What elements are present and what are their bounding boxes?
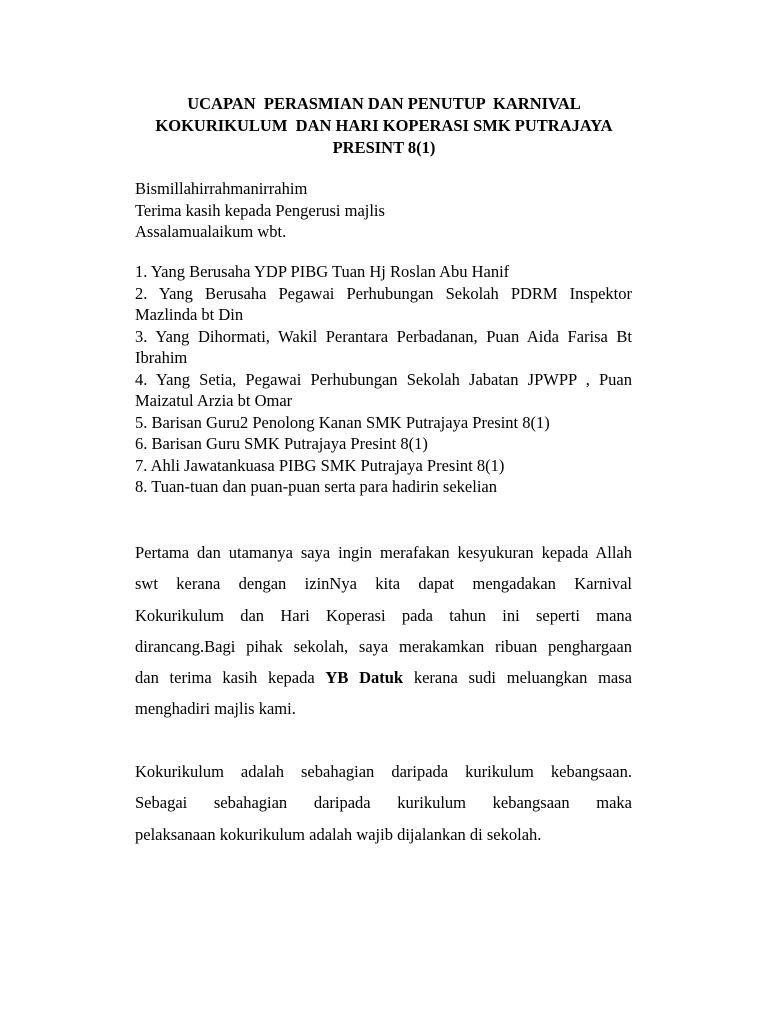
salutation-item: 7. Ahli Jawatankuasa PIBG SMK Putrajaya Presint 8(1) [135, 455, 505, 475]
salutation-item: 1. Yang Berusaha YDP PIBG Tuan Hj Roslan Abu Hanif [135, 262, 510, 281]
title-line-1: UCAPAN PERASMIAN DAN PENUTUP KARNIVAL [187, 94, 581, 113]
salutation-item: 3. Yang Dihormati, Wakil Perantara Perbadanan, Puan Aida Farisa Bt Ibrahim [135, 326, 632, 367]
paragraph-line: menghadiri majlis kami. [135, 699, 296, 719]
salutation-item: 6. Barisan Guru SMK Putrajaya Presint 8(1) [135, 434, 428, 453]
salutation-list [135, 261, 632, 498]
greeting-line: Assalamualaikum wbt. [135, 222, 287, 241]
title-line-3: PRESINT 8(1) [332, 138, 436, 157]
paragraph-line [135, 662, 632, 693]
paragraph-line: Kokurikulum adalah sebahagian daripada kurikulum kebangsaan. [135, 762, 632, 781]
paragraph-line: dirancang.Bagi pihak sekolah, saya merakamkan ribuan penghargaan [135, 636, 632, 656]
line-text: dan terima kasih kepada [135, 668, 326, 688]
paragraph-cocurriculum [135, 756, 632, 850]
salutation-item: 8. Tuan-tuan dan puan-puan serta para hadirin sekelian [135, 477, 497, 496]
paragraph-gratitude [135, 537, 632, 725]
document-title [120, 93, 648, 159]
salutation-item: 2. Yang Berusaha Pegawai Perhubungan Sekolah PDRM Inspektor Mazlinda bt Din [135, 283, 632, 324]
paragraph-line: Sebagai sebahagian daripada kurikulum kebangsaan maka [135, 793, 632, 813]
salutation-item: 4. Yang Setia, Pegawai Perhubungan Sekolah Jabatan JPWPP , Puan Maizatul Arzia bt Omar [135, 369, 632, 410]
paragraph-line: Pertama dan utamanya saya ingin merafakan kesyukuran kepada Allah [135, 543, 632, 562]
line-text: kerana sudi meluangkan masa [403, 668, 633, 688]
greeting-line: Terima kasih kepada Pengerusi majlis [135, 200, 385, 220]
paragraph-line: Kokurikulum dan Hari Koperasi pada tahun ini seperti mana [135, 605, 632, 625]
paragraph-line: pelaksanaan kokurikulum adalah wajib dijalankan di sekolah. [135, 824, 542, 844]
title-line-2: KOKURIKULUM DAN HARI KOPERASI SMK PUTRAJAYA [155, 116, 613, 135]
paragraph-line: swt kerana dengan izinNya kita dapat mengadakan Karnival [135, 574, 632, 594]
bold-honorific: YB Datuk [325, 668, 404, 688]
opening-greetings [135, 178, 632, 243]
greeting-line: Bismillahirrahmanirrahim [135, 179, 308, 198]
salutation-item: 5. Barisan Guru2 Penolong Kanan SMK Putrajaya Presint 8(1) [135, 412, 550, 432]
